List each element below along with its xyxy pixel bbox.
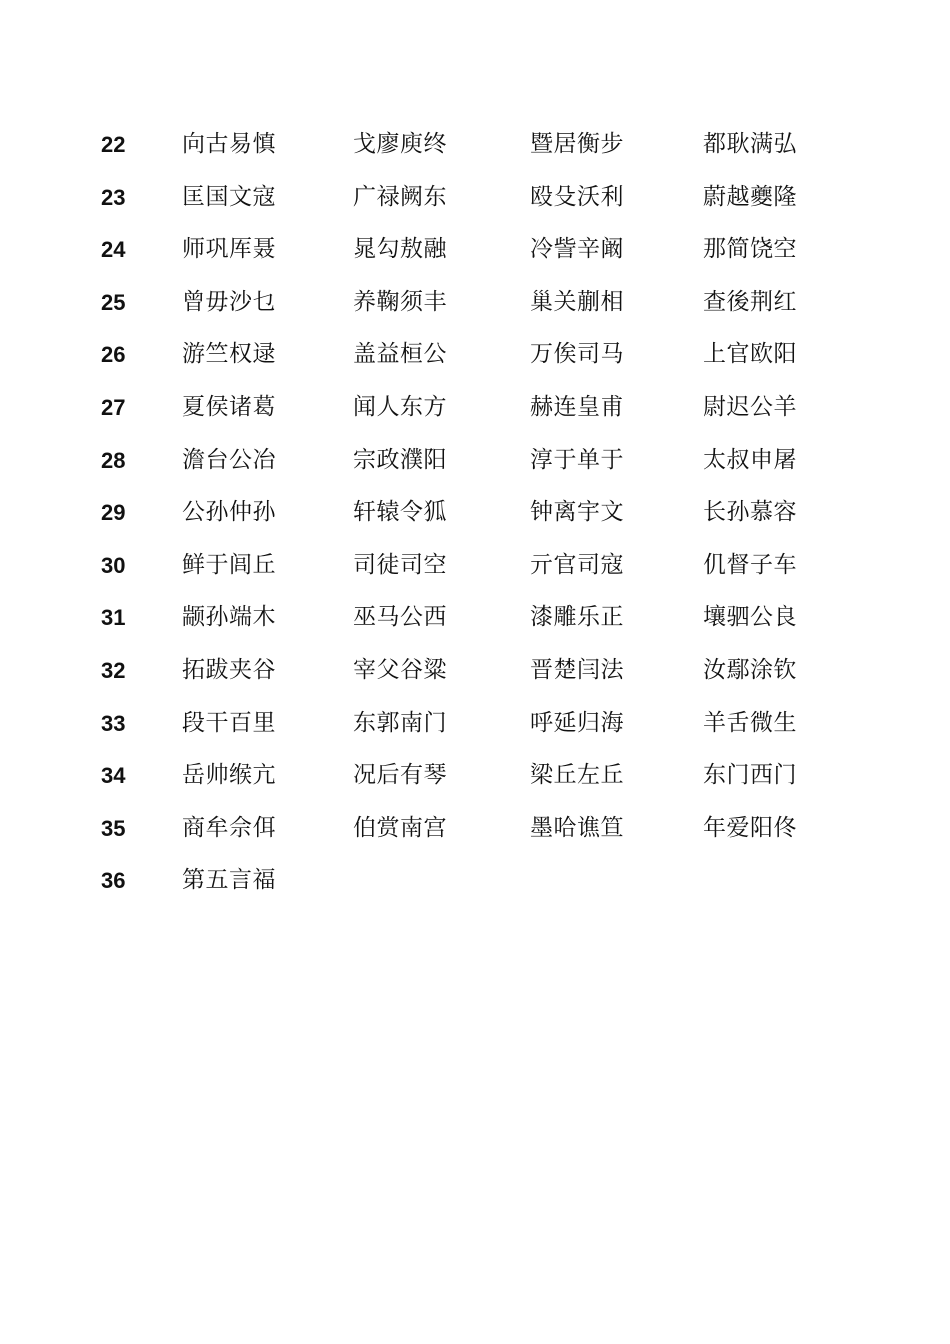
surname-group: 赫连皇甫 <box>530 393 624 420</box>
row-number: 32 <box>101 657 126 683</box>
list-row <box>0 644 950 697</box>
list-row <box>0 854 950 907</box>
list-row <box>0 697 950 750</box>
list-row <box>0 591 950 644</box>
list-row <box>0 539 950 592</box>
surname-group: 年爱阳佟 <box>703 814 797 841</box>
surname-group: 梁丘左丘 <box>530 762 624 789</box>
list-row <box>0 802 950 855</box>
row-number: 30 <box>101 552 126 578</box>
row-number: 23 <box>101 184 126 210</box>
surname-group: 颛孙端木 <box>182 604 276 631</box>
surname-group: 太叔申屠 <box>703 446 797 473</box>
surname-group: 段干百里 <box>182 709 276 736</box>
surname-group: 东郭南门 <box>353 709 447 736</box>
row-number: 31 <box>101 605 126 631</box>
surname-group: 上官欧阳 <box>703 341 797 368</box>
surname-group: 公孙仲孙 <box>182 499 276 526</box>
surname-group: 夏侯诸葛 <box>182 393 276 420</box>
list-row <box>0 328 950 381</box>
surname-group: 漆雕乐正 <box>530 604 624 631</box>
surname-group: 广禄阙东 <box>353 183 447 210</box>
surname-group: 钟离宇文 <box>530 499 624 526</box>
surname-group: 壤驷公良 <box>703 604 797 631</box>
surname-group: 匡国文寇 <box>182 183 276 210</box>
surname-group: 岳帅缑亢 <box>182 762 276 789</box>
surname-group: 晋楚闫法 <box>530 656 624 683</box>
surname-group: 戈廖庾终 <box>353 131 447 157</box>
list-row <box>0 749 950 802</box>
list-row <box>0 118 950 171</box>
surname-group: 长孙慕容 <box>703 499 797 526</box>
surname-group: 汝鄢涂钦 <box>703 656 797 683</box>
surname-list <box>0 118 950 907</box>
surname-group: 澹台公冶 <box>182 446 276 473</box>
surname-group: 鲜于闾丘 <box>182 551 276 578</box>
row-number: 28 <box>101 447 126 473</box>
list-row <box>0 381 950 434</box>
surname-group: 那简饶空 <box>703 236 797 263</box>
row-number: 35 <box>101 815 126 841</box>
surname-group: 亓官司寇 <box>530 551 624 578</box>
surname-group: 商牟佘佴 <box>182 814 276 841</box>
surname-group: 轩辕令狐 <box>353 499 447 526</box>
row-number: 24 <box>101 237 126 263</box>
surname-group: 冷訾辛阚 <box>530 236 624 263</box>
surname-group: 师巩厍聂 <box>182 236 276 263</box>
row-number: 33 <box>101 710 126 736</box>
surname-group: 第五言福 <box>182 867 276 894</box>
row-number: 34 <box>101 763 126 789</box>
surname-group: 向古易慎 <box>182 131 276 157</box>
surname-group: 养鞠须丰 <box>353 288 447 315</box>
row-number: 27 <box>101 394 126 420</box>
surname-group: 羊舌微生 <box>703 709 797 736</box>
list-row <box>0 434 950 487</box>
row-number: 29 <box>101 500 126 526</box>
surname-group: 东门西门 <box>703 762 797 789</box>
surname-group: 盖益桓公 <box>353 341 447 368</box>
surname-group: 殴殳沃利 <box>530 183 624 210</box>
surname-group: 宗政濮阳 <box>353 446 447 473</box>
list-row <box>0 486 950 539</box>
surname-group: 司徒司空 <box>353 551 447 578</box>
surname-group: 尉迟公羊 <box>703 393 797 420</box>
list-row <box>0 171 950 224</box>
row-number: 25 <box>101 289 126 315</box>
surname-group: 况后有琴 <box>353 762 447 789</box>
list-row <box>0 276 950 329</box>
surname-group: 墨哈谯笪 <box>530 814 624 841</box>
surname-group: 都耿满弘 <box>703 131 797 157</box>
surname-group: 闻人东方 <box>353 393 447 420</box>
surname-group: 拓跋夹谷 <box>182 656 276 683</box>
surname-group: 曾毋沙乜 <box>182 288 276 315</box>
surname-group: 晁勾敖融 <box>353 236 447 263</box>
row-number: 22 <box>101 132 126 157</box>
surname-group: 蔚越夔隆 <box>703 183 797 210</box>
surname-group: 宰父谷粱 <box>353 656 447 683</box>
surname-group: 淳于单于 <box>530 446 624 473</box>
surname-group: 游竺权逯 <box>182 341 276 368</box>
surname-group: 暨居衡步 <box>530 131 624 157</box>
surname-group: 巫马公西 <box>353 604 447 631</box>
surname-group: 仉督子车 <box>703 551 797 578</box>
surname-group: 伯赏南宫 <box>353 814 447 841</box>
surname-group: 呼延归海 <box>530 709 624 736</box>
surname-group: 万俟司马 <box>530 341 624 368</box>
list-row <box>0 223 950 276</box>
surname-group: 巢关蒯相 <box>530 288 624 315</box>
row-number: 26 <box>101 342 126 368</box>
surname-group: 查後荆红 <box>703 288 797 315</box>
row-number: 36 <box>101 868 126 894</box>
